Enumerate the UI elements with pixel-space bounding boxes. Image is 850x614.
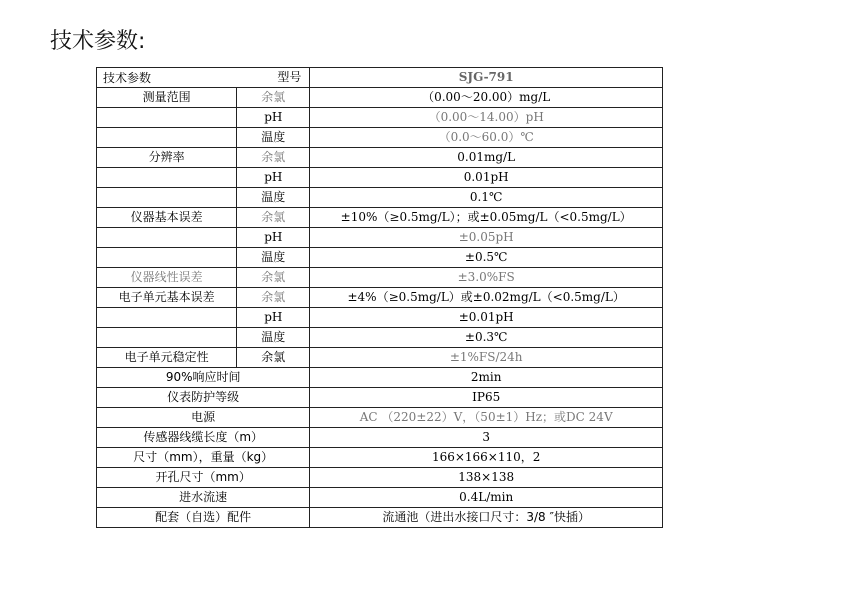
sub-param-cell: 余氯 <box>237 268 310 288</box>
param-cell: 90%响应时间 <box>97 368 310 388</box>
param-cell: 电子单元基本误差 <box>97 288 237 308</box>
value-cell: AC （220±22）V，（50±1）Hz；或DC 24V <box>310 408 663 428</box>
sub-param-cell: 余氯 <box>237 148 310 168</box>
value-cell: ±0.5℃ <box>310 248 663 268</box>
sub-param-cell: 余氯 <box>237 288 310 308</box>
value-cell: ±0.05pH <box>310 228 663 248</box>
model-name: SJG-791 <box>310 68 663 88</box>
sub-param-cell: pH <box>237 108 310 128</box>
value-cell: 0.01mg/L <box>310 148 663 168</box>
param-cell: 测量范围 <box>97 88 237 108</box>
param-cell: 进水流速 <box>97 488 310 508</box>
value-cell: ±0.3℃ <box>310 328 663 348</box>
sub-param-cell: 余氯 <box>237 208 310 228</box>
table-row <box>97 348 663 368</box>
spec-table <box>96 67 663 528</box>
param-cell <box>97 248 237 268</box>
table-row <box>97 88 663 108</box>
param-cell: 配套（自选）配件 <box>97 508 310 528</box>
value-cell: 0.1℃ <box>310 188 663 208</box>
value-cell: （0.0～60.0）℃ <box>310 128 663 148</box>
param-cell <box>97 328 237 348</box>
param-cell: 仪器线性误差 <box>97 268 237 288</box>
param-cell: 电子单元稳定性 <box>97 348 237 368</box>
table-row <box>97 288 663 308</box>
sub-param-cell: pH <box>237 168 310 188</box>
sub-param-cell: 余氯 <box>237 88 310 108</box>
value-cell: （0.00～20.00）mg/L <box>310 88 663 108</box>
value-cell: ±4%（≥0.5mg/L）或±0.02mg/L（<0.5mg/L） <box>310 288 663 308</box>
table-row <box>97 408 663 428</box>
table-row <box>97 148 663 168</box>
value-cell: 0.01pH <box>310 168 663 188</box>
table-row <box>97 368 663 388</box>
param-cell: 开孔尺寸（mm） <box>97 468 310 488</box>
value-cell: 0.4L/min <box>310 488 663 508</box>
table-row <box>97 208 663 228</box>
param-cell: 分辨率 <box>97 148 237 168</box>
model-label: 型号 <box>277 70 302 84</box>
spec-label: 技术参数 <box>103 71 152 85</box>
value-cell: ±0.01pH <box>310 308 663 328</box>
value-cell: ±10%（≥0.5mg/L）；或±0.05mg/L（<0.5mg/L） <box>310 208 663 228</box>
sub-param-cell: pH <box>237 228 310 248</box>
value-cell: 166×166×110，2 <box>310 448 663 468</box>
param-cell <box>97 108 237 128</box>
sub-param-cell: 温度 <box>237 248 310 268</box>
value-cell: 138×138 <box>310 468 663 488</box>
value-cell: ±3.0%FS <box>310 268 663 288</box>
param-cell: 尺寸（mm），重量（kg） <box>97 448 310 468</box>
table-row <box>97 468 663 488</box>
table-header-row <box>97 68 663 88</box>
param-cell: 仪器基本误差 <box>97 208 237 228</box>
value-cell: 3 <box>310 428 663 448</box>
table-row <box>97 188 663 208</box>
param-cell: 电源 <box>97 408 310 428</box>
sub-param-cell: 余氯 <box>237 348 310 368</box>
table-row <box>97 248 663 268</box>
value-cell: 流通池（进出水接口尺寸：3/8 ″快插） <box>310 508 663 528</box>
param-cell: 传感器线缆长度（m） <box>97 428 310 448</box>
param-cell <box>97 228 237 248</box>
table-row <box>97 328 663 348</box>
header-corner-cell <box>97 68 310 88</box>
table-row <box>97 508 663 528</box>
table-row <box>97 388 663 408</box>
table-row <box>97 448 663 468</box>
sub-param-cell: 温度 <box>237 188 310 208</box>
table-row <box>97 228 663 248</box>
table-row <box>97 268 663 288</box>
value-cell: IP65 <box>310 388 663 408</box>
param-cell <box>97 188 237 208</box>
table-row <box>97 488 663 508</box>
table-row <box>97 128 663 148</box>
value-cell: 2min <box>310 368 663 388</box>
param-cell <box>97 128 237 148</box>
table-row <box>97 428 663 448</box>
value-cell: （0.00～14.00）pH <box>310 108 663 128</box>
sub-param-cell: 温度 <box>237 328 310 348</box>
table-row <box>97 308 663 328</box>
param-cell: 仪表防护等级 <box>97 388 310 408</box>
param-cell <box>97 308 237 328</box>
sub-param-cell: pH <box>237 308 310 328</box>
table-row <box>97 168 663 188</box>
table-row <box>97 108 663 128</box>
sub-param-cell: 温度 <box>237 128 310 148</box>
param-cell <box>97 168 237 188</box>
value-cell: ±1%FS/24h <box>310 348 663 368</box>
page-title: 技术参数: <box>50 29 146 54</box>
